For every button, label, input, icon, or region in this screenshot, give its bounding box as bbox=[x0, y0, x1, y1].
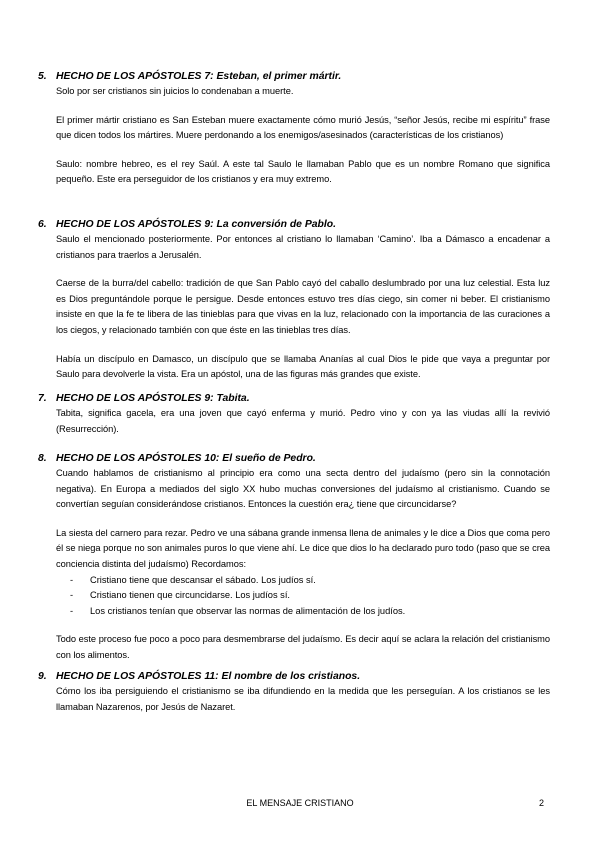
section-heading bbox=[38, 452, 550, 465]
section-number: 9. bbox=[38, 671, 47, 682]
section-6 bbox=[38, 218, 550, 383]
section-7 bbox=[38, 392, 550, 437]
section-number: 6. bbox=[38, 219, 47, 230]
list-item-text: Los cristianos tenían que observar las normas de alimentación de los judíos. bbox=[90, 605, 406, 616]
paragraph: Saulo el mencionado posteriormente. Por entonces al cristiano lo llamaban ‘Camino’. Iba a Dámasco a encadenar a cristianos para traerlos a Jerusalén. bbox=[56, 234, 550, 260]
page-number: 2 bbox=[539, 798, 545, 808]
paragraph: Había un discípulo en Damasco, un discípulo que se llamaba Ananías al cual Dios le pide que vaya a preguntar por Saulo para devolverle la vista. Era un apóstol, una de las figuras más grandes que existe. bbox=[56, 353, 550, 380]
section-title: HECHO DE LOS APÓSTOLES 11: El nombre de los cristianos. bbox=[56, 671, 361, 682]
section-9 bbox=[38, 670, 550, 715]
section-number: 7. bbox=[38, 393, 47, 404]
list-item bbox=[56, 573, 550, 589]
paragraph: Tabita, significa gacela, era una joven que cayó enferma y murió. Pedro vino y con ya las viudas allí la revivió (Resurrección). bbox=[56, 408, 550, 434]
section-title: HECHO DE LOS APÓSTOLES 9: La conversión de Pablo. bbox=[56, 219, 337, 230]
paragraph: Cuando hablamos de cristianismo al principio era como una secta dentro del judaísmo (pero sin la connotación negativa). En Europa a mediados del siglo XX hubo muchas conversiones del judaísmo al cristianismo. Cuando se convertían seguían considerándose cristianos. Entonces la cuestión era¿ tiene que circuncidarse? bbox=[56, 468, 550, 510]
list-item bbox=[56, 604, 550, 620]
footer-title: EL MENSAJE CRISTIANO bbox=[246, 798, 354, 808]
section-8 bbox=[38, 452, 550, 664]
section-heading bbox=[38, 392, 550, 405]
section-title: HECHO DE LOS APÓSTOLES 9: Tabita. bbox=[56, 393, 250, 404]
section-number: 8. bbox=[38, 453, 47, 464]
paragraph: Solo por ser cristianos sin juicios lo condenaban a muerte. bbox=[56, 86, 294, 96]
list-marker: - bbox=[70, 590, 74, 601]
list-marker: - bbox=[70, 574, 74, 585]
bullet-list bbox=[56, 573, 550, 620]
paragraph: Saulo: nombre hebreo, es el rey Saúl. A este tal Saulo le llamaban Pablo que es un nombre Romano que significa pequeño. Este era perseguidor de los cristianos y era muy extremo. bbox=[56, 158, 550, 185]
list-item-text: Cristiano tienen que circuncidarse. Los judíos sí. bbox=[90, 590, 290, 601]
list-marker: - bbox=[70, 605, 74, 616]
section-heading bbox=[38, 70, 550, 83]
paragraph: Todo este proceso fue poco a poco para desmembrarse del judaísmo. Es decir aquí se aclara la relación del cristianismo con los alimentos. bbox=[56, 634, 550, 660]
section-title: HECHO DE LOS APÓSTOLES 7: Esteban, el primer mártir. bbox=[56, 71, 342, 82]
section-title: HECHO DE LOS APÓSTOLES 10: El sueño de Pedro. bbox=[56, 453, 316, 464]
section-heading bbox=[38, 670, 550, 683]
paragraph: Caerse de la burra/del cabello: tradición de que San Pablo cayó del caballo deslumbrado por una luz celestial. Esta luz es Dios preguntándole porque le persigue. Desde entonces estuvo tres días ciego, sin comer ni beber. El cristianismo insiste en que la fe te libera de las tinieblas para que vivas en la luz, relacionado con la importancia de las curaciones a los ciegos, y relacionado también con que éste en las tinieblas tres días. bbox=[56, 278, 550, 335]
list-item-text: Cristiano tiene que descansar el sábado. Los judíos sí. bbox=[90, 574, 316, 585]
section-5 bbox=[38, 70, 550, 188]
paragraph: Cómo los iba persiguiendo el cristianismo se iba difundiendo en la medida que les perseguían. A los cristianos se les llamaban Nazarenos, por Jesús de Nazaret. bbox=[56, 686, 550, 712]
paragraph: El primer mártir cristiano es San Esteban muere exactamente cómo murió Jesús, “señor Jesús, recibe mi espíritu” frase que dicen todos los mártires. Muere perdonando a los enemigos/asesinados (características de los cristianos) bbox=[56, 114, 550, 141]
section-number: 5. bbox=[38, 71, 47, 82]
list-item bbox=[56, 588, 550, 604]
paragraph: La siesta del carnero para rezar. Pedro ve una sábana grande inmensa llena de animales y le dice a Dios que coma pero él se niega porque no son animales puros lo que viene ahí. Le dice que dios lo ha declarado puro todo (paso que se crea conciencia distinta del judaísmo) Recordamos: bbox=[56, 527, 550, 569]
section-heading bbox=[38, 218, 550, 231]
